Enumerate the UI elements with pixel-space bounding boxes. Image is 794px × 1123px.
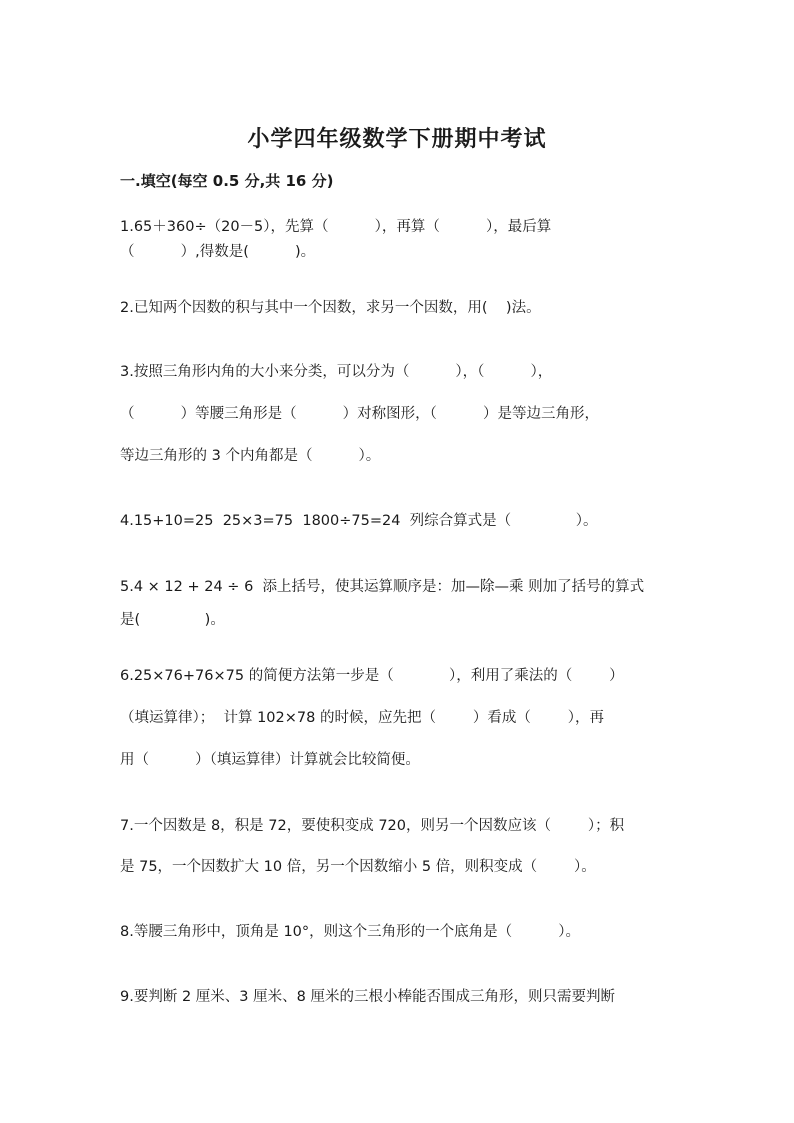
question-line: （填运算律）； 计算 102×78 的时候，应先把（ ）看成（ ），再 (120, 710, 604, 726)
question-line: 4.15+10=25 25×3=75 1800÷75=24 列综合算式是（ ）。 (120, 513, 598, 529)
question-line: 1.65＋360÷（20－5），先算（ ），再算（ ），最后算 (120, 219, 552, 235)
section-heading: 一.填空(每空 0.5 分,共 16 分) (120, 172, 334, 190)
question-line: （ ）,得数是( )。 (120, 244, 316, 260)
question-line: 8.等腰三角形中，顶角是 10°，则这个三角形的一个底角是（ ）。 (120, 924, 580, 940)
question-line: （ ）等腰三角形是（ ）对称图形，（ ）是等边三角形， (120, 406, 600, 422)
question-line: 用（ ）（填运算律）计算就会比较简便。 (120, 752, 420, 768)
question-line: 7.一个因数是 8，积是 72，要使积变成 720，则另一个因数应该（ ）；积 (120, 818, 625, 834)
question-line: 9.要判断 2 厘米、3 厘米、8 厘米的三根小棒能否围成三角形，则只需要判断 (120, 989, 615, 1005)
question-line: 6.25×76+76×75 的简便方法第一步是（ ），利用了乘法的（ ） (120, 668, 624, 684)
question-line: 3.按照三角形内角的大小来分类，可以分为（ ），（ ）， (120, 364, 553, 380)
question-line: 是( )。 (120, 612, 225, 628)
page-title: 小学四年级数学下册期中考试 (247, 127, 547, 152)
question-line: 2.已知两个因数的积与其中一个因数，求另一个因数，用( )法。 (120, 300, 541, 316)
question-line: 是 75，一个因数扩大 10 倍，另一个因数缩小 5 倍，则积变成（ ）。 (120, 859, 596, 875)
question-line: 等边三角形的 3 个内角都是（ ）。 (120, 448, 381, 464)
question-line: 5.4 × 12 + 24 ÷ 6 添上括号，使其运算顺序是：加—除—乘 则加了括号的算式 (120, 579, 645, 595)
